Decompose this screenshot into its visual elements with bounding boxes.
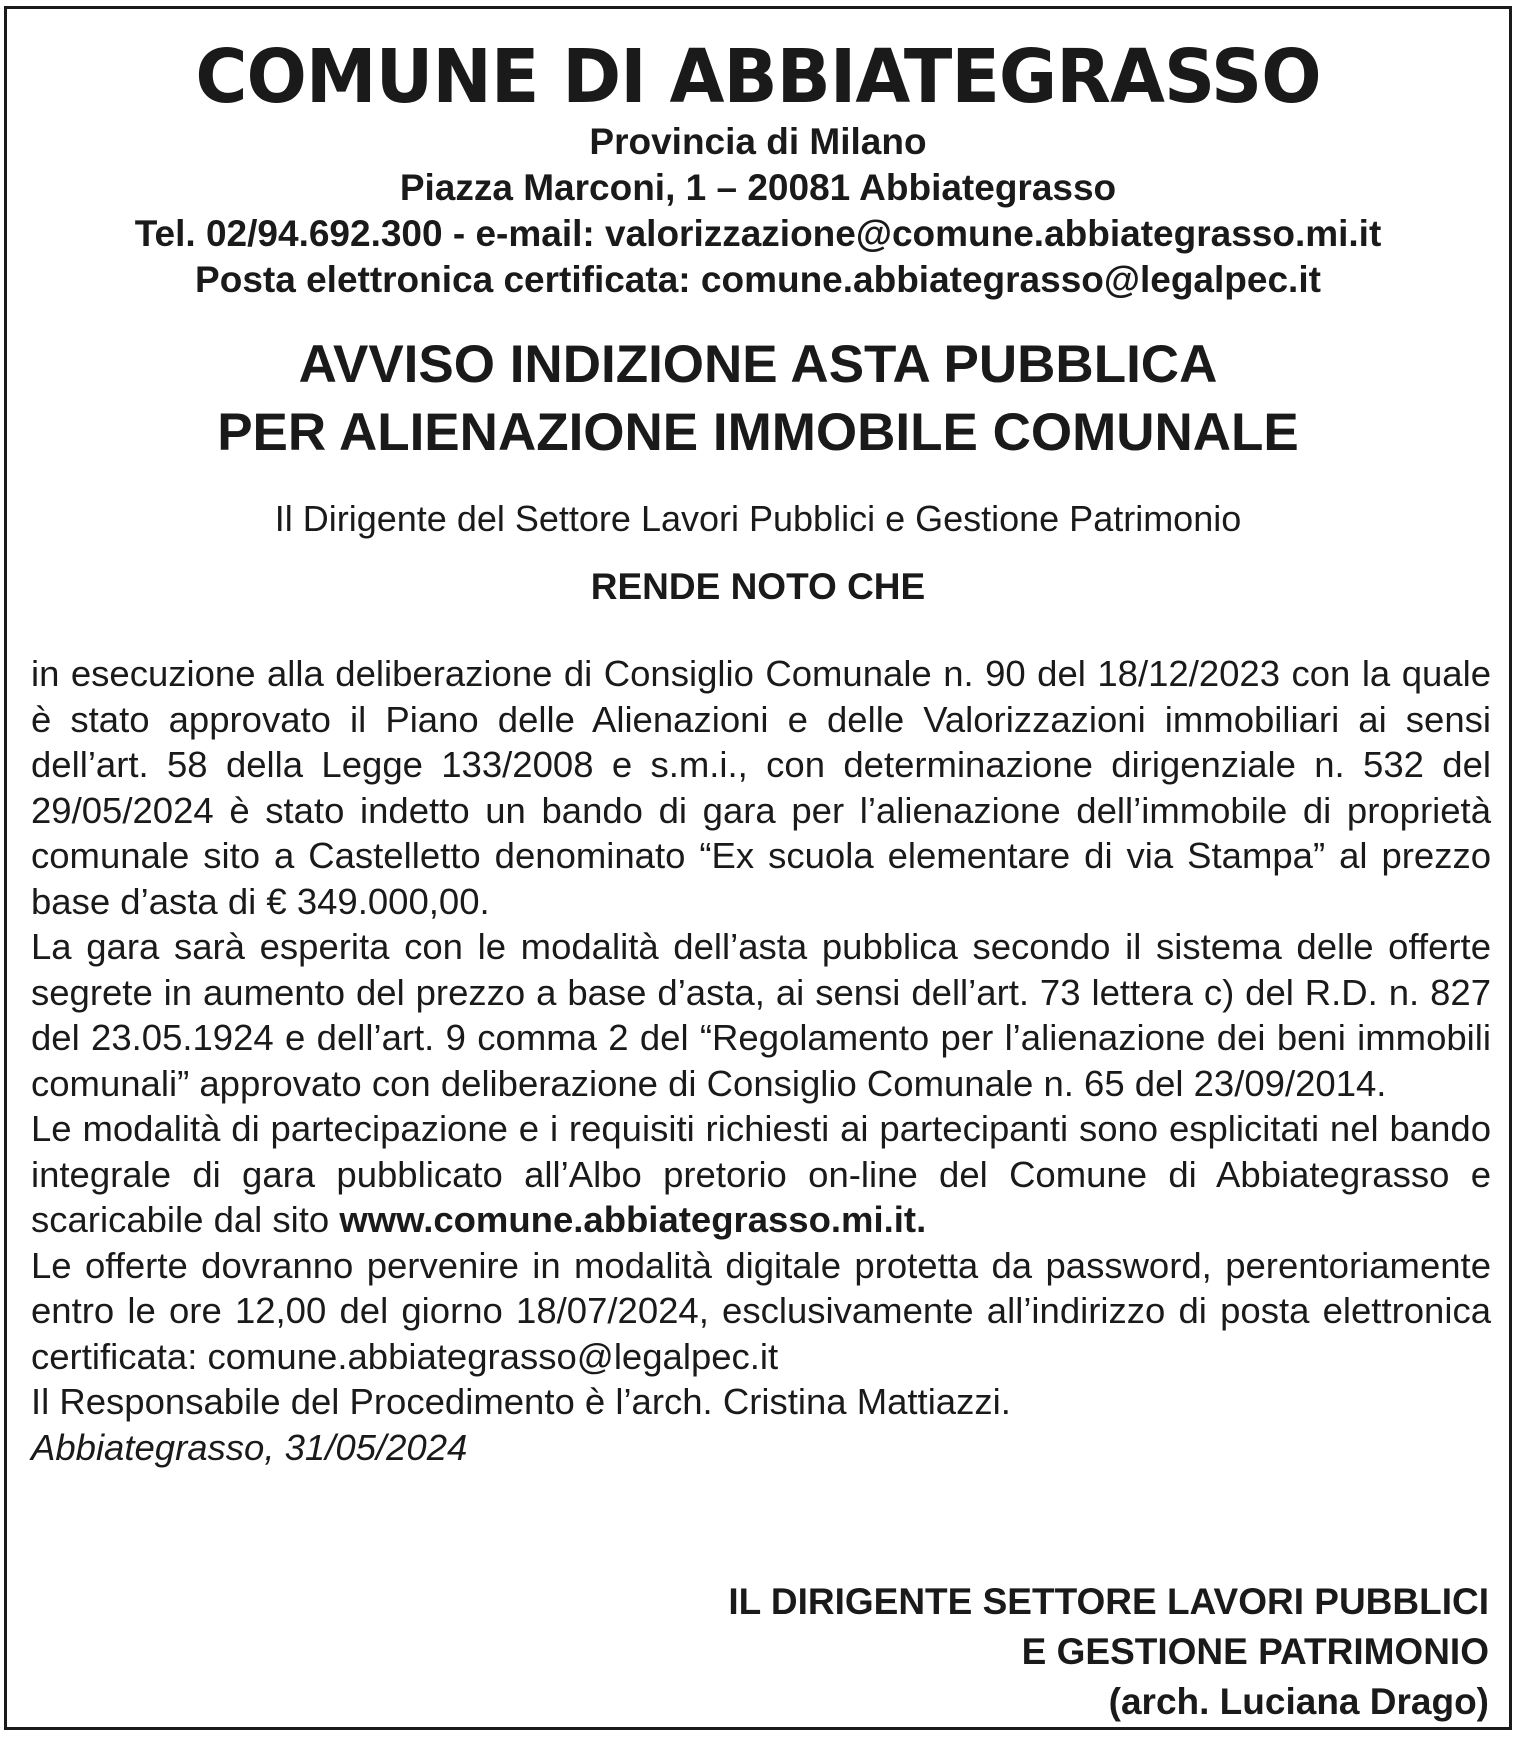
rende-noto-heading: RENDE NOTO CHE: [590, 566, 926, 607]
signature-block: [728, 1577, 1489, 1727]
body-paragraph-3-text: Le modalità di partecipazione e i requisiti richiesti ai partecipanti sono esplicitati nel bando integrale di gara pubblicato all’Albo pretorio on-line del Comune di Abbiategrasso e scaricabile dal sito: [31, 1108, 1491, 1240]
title-line-2: PER ALIENAZIONE IMMOBILE COMUNALE: [217, 403, 1299, 462]
contact-line: Tel. 02/94.692.300 - e-mail: valorizzazione@comune.abbiategrasso.mi.it: [134, 213, 1382, 254]
signature-line-3: (arch. Luciana Drago): [1108, 1681, 1489, 1722]
notice-title: [7, 331, 1509, 467]
place-date: Abbiategrasso, 31/05/2024: [31, 1426, 468, 1468]
province-line: Provincia di Milano: [589, 121, 927, 162]
signature-line-2: E GESTIONE PATRIMONIO: [1021, 1631, 1489, 1672]
website-link[interactable]: www.comune.abbiategrasso.mi.it.: [339, 1199, 927, 1240]
notice-header: [7, 35, 1509, 303]
pec-line: Posta elettronica certificata: comune.abbiategrasso@legalpec.it: [195, 259, 1321, 300]
title-line-1: AVVISO INDIZIONE ASTA PUBBLICA: [298, 335, 1218, 394]
body-paragraph-2: La gara sarà esperita con le modalità dell’asta pubblica secondo il sistema delle offerte segrete in aumento del prezzo a base d’asta, ai sensi dell’art. 73 lettera c) del R.D. n. 827 del 23.05.1924 e dell’art. 9 comma 2 del “Regolamento per l’alienazione dei beni immobili comunali” approvato con deliberazione di Consiglio Comunale n. 65 del 23/09/2014.: [31, 926, 1491, 1104]
notice-frame: [4, 6, 1512, 1730]
address-line: Piazza Marconi, 1 – 20081 Abbiategrasso: [399, 167, 1117, 208]
body-paragraph-3: [31, 1106, 1491, 1243]
body-paragraph-5: Il Responsabile del Procedimento è l’arch. Cristina Mattiazzi.: [31, 1381, 1011, 1422]
signature-line-1: IL DIRIGENTE SETTORE LAVORI PUBBLICI: [728, 1581, 1489, 1622]
body-paragraph-1: in esecuzione alla deliberazione di Consiglio Comunale n. 90 del 18/12/2023 con la quale è stato approvato il Piano delle Alienazioni e delle Valorizzazioni immobiliari ai sensi dell’art. 58 della Legge 133/2008 e s.m.i., con determinazione dirigenziale n. 532 del 29/05/2024 è stato indetto un bando di gara per l’alienazione dell’immobile di proprietà comunale sito a Castelletto denominato “Ex scuola elementare di via Stampa” al prezzo base d’asta di € 349.000,00.: [31, 653, 1491, 922]
municipality-name: COMUNE DI ABBIATEGRASSO: [195, 34, 1321, 120]
notice-body: [31, 651, 1491, 1470]
intro-line: Il Dirigente del Settore Lavori Pubblici e Gestione Patrimonio: [274, 498, 1242, 539]
body-paragraph-4: Le offerte dovranno pervenire in modalità digitale protetta da password, perentoriamente entro le ore 12,00 del giorno 18/07/2024, esclusivamente all’indirizzo di posta elettronica certificata: comune.abbiategrasso@legalpec.it: [31, 1244, 1491, 1377]
